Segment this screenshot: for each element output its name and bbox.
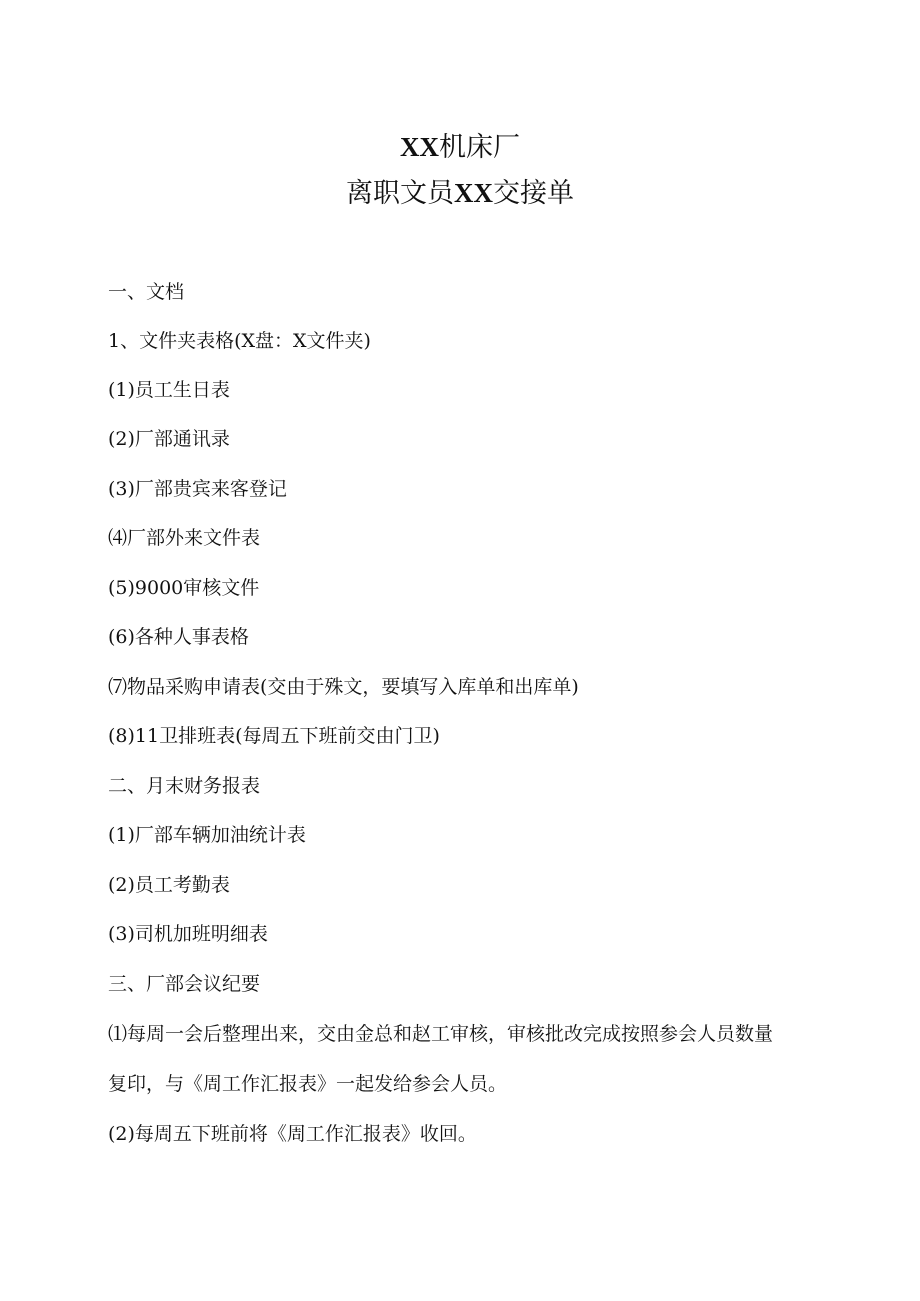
paragraph-line: 复印，与《周工作汇报表》一起发给参会人员。 (108, 1073, 508, 1095)
list-item: (1)员工生日表 (108, 379, 230, 401)
list-item: (3)厂部贵宾来客登记 (108, 478, 287, 500)
section-heading-documents: 一、文档 (108, 281, 185, 303)
list-item: (1)厂部车辆加油统计表 (108, 824, 306, 846)
list-item: (2)厂部通讯录 (108, 428, 230, 450)
title-company-code: XX (400, 132, 439, 162)
subheading-folder-forms: 1、文件夹表格(X盘：X文件夹) (108, 330, 371, 352)
list-item: (5)9000审核文件 (108, 577, 260, 599)
section-heading-monthly-finance: 二、月末财务报表 (108, 775, 261, 797)
list-item: (3)司机加班明细表 (108, 923, 268, 945)
title-person-code: XX (454, 178, 493, 208)
list-item: (2)员工考勤表 (108, 874, 230, 896)
title-role: 离职文员 (346, 178, 454, 209)
list-item: ⑺物品采购申请表(交由于殊文，要填写入库单和出库单) (108, 676, 579, 698)
document-title-line2 (0, 176, 920, 211)
document-title-line1 (0, 130, 920, 165)
list-item: (8)11卫排班表(每周五下班前交由门卫) (108, 725, 440, 747)
list-item: (6)各种人事表格 (108, 626, 249, 648)
paragraph-line: ⑴每周一会后整理出来，交由金总和赵工审核，审核批改完成按照参会人员数量 (108, 1023, 774, 1045)
title-form-name: 交接单 (493, 178, 574, 209)
list-item: (2)每周五下班前将《周工作汇报表》收回。 (108, 1123, 477, 1145)
list-item: ⑷厂部外来文件表 (108, 527, 261, 549)
section-heading-meeting-minutes: 三、厂部会议纪要 (108, 973, 261, 995)
title-company-name: 机床厂 (439, 132, 520, 163)
